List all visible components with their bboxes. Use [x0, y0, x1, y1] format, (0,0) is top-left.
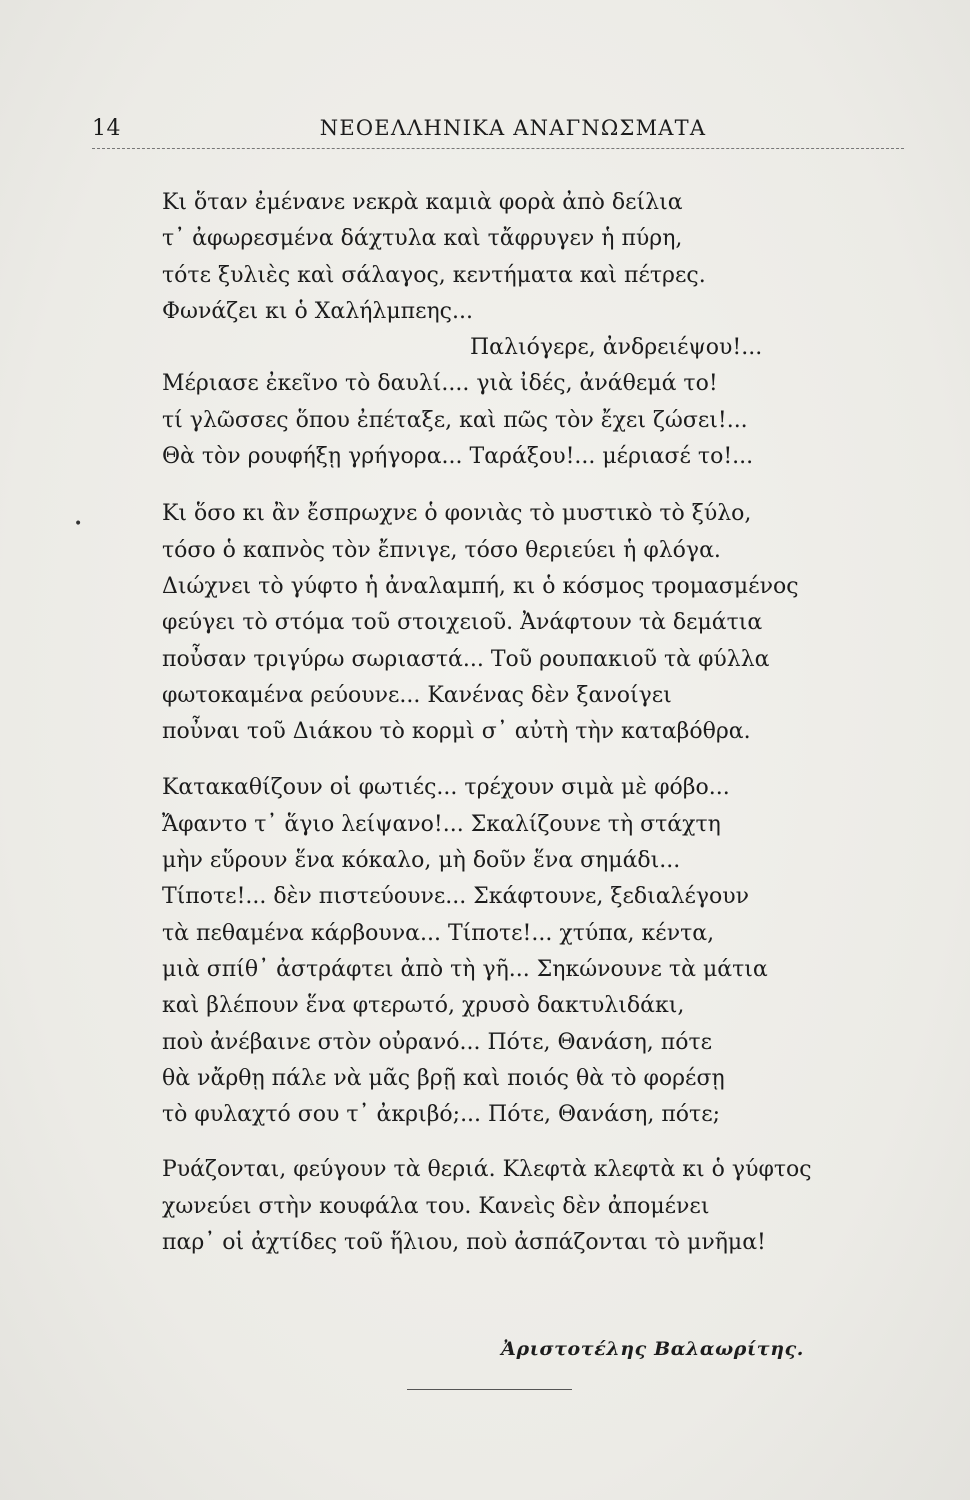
poem-body — [162, 185, 882, 1261]
author-signature: Ἀριστοτέλης Βαλαωρίτης. — [501, 1338, 804, 1360]
poem-line: Διώχνει τὸ γύφτο ἡ ἀναλαμπή, κι ὁ κόσμος τρομασμένος — [162, 573, 799, 599]
poem-line: Κι ὅταν ἐμένανε νεκρὰ καμιὰ φορὰ ἀπὸ δείλια — [162, 190, 683, 215]
poem-line: Κι ὅσο κι ἂν ἔσπρωχνε ὁ φονιὰς τὸ μυστικὸ τὸ ξύλο, — [162, 501, 752, 527]
poem-line: ποὖναι τοῦ Διάκου τὸ κορμὶ σ᾽ αὐτὴ τὴν καταβόθρα. — [162, 719, 751, 745]
poem-line: φεύγει τὸ στόμα τοῦ στοιχειοῦ. Ἀνάφτουν τὰ δεμάτια — [162, 610, 763, 636]
end-divider — [407, 1389, 572, 1390]
poem-line: Ρυάζονται, φεύγουν τὰ θεριά. Κλεφτὰ κλεφτὰ κι ὁ γύφτος — [162, 1157, 812, 1183]
poem-line-indented: Παλιόγερε, ἀνδρειέψου!... — [470, 335, 763, 361]
poem-line: θὰ νἄρθῃ πάλε νὰ μᾶς βρῇ καὶ ποιός θὰ τὸ φορέσῃ — [162, 1065, 725, 1091]
stanza-1 — [162, 185, 882, 475]
poem-line: Κατακαθίζουν οἱ φωτιές... τρέχουν σιμὰ μὲ φόβο... — [162, 775, 730, 801]
running-title: ΝΕΟΕΛΛΗΝΙΚΑ ΑΝΑΓΝΩΣΜΑΤΑ — [319, 116, 707, 140]
poem-line: τότε ξυλιὲς καὶ σάλαγος, κεντήματα καὶ πέτρες. — [162, 262, 706, 288]
stanza-4 — [162, 1152, 882, 1261]
poem-line: καὶ βλέπουν ἕνα φτερωτό, χρυσὸ δακτυλιδάκι, — [162, 993, 685, 1019]
poem-line: Μέριασε ἐκεῖνο τὸ δαυλί.... γιὰ ἰδές, ἀνάθεμά το! — [162, 371, 718, 397]
poem-line: Τίποτε!... δὲν πιστεύουνε... Σκάφτουνε, ξεδιαλέγουν — [162, 884, 750, 910]
stanza-3 — [162, 770, 882, 1133]
poem-line: τὰ πεθαμένα κάρβουνα... Τίποτε!... χτύπα, κέντα, — [162, 920, 715, 946]
margin-dot: • — [74, 516, 83, 532]
poem-line: τί γλῶσσες ὅπου ἐπέταξε, καὶ πῶς τὸν ἔχει ζώσει!... — [162, 407, 748, 433]
stanza-2 — [162, 496, 882, 750]
poem-line: μιὰ σπίθ᾽ ἀστράφτει ἀπὸ τὴ γῆ... Σηκώνουνε τὰ μάτια — [162, 956, 768, 982]
poem-line: τὸ φυλαχτό σου τ᾽ ἀκριβό;... Πότε, Θανάση, πότε; — [162, 1102, 721, 1128]
poem-line: χωνεύει στὴν κουφάλα του. Κανεὶς δὲν ἀπομένει — [162, 1193, 710, 1219]
page-number: 14 — [92, 116, 121, 141]
poem-line: Φωνάζει κι ὁ Χαλήλμπεης... — [162, 298, 473, 324]
poem-line: παρ᾽ οἱ ἀχτίδες τοῦ ἥλιου, ποὺ ἀσπάζονται τὸ μνῆμα! — [162, 1230, 766, 1256]
poem-line: φωτοκαμένα ρεύουνε... Κανένας δὲν ξανοίγει — [162, 682, 672, 708]
poem-line: Θὰ τὸν ρουφήξῃ γρήγορα... Ταράξου!... μέριασέ το!... — [162, 444, 754, 470]
poem-line: τόσο ὁ καπνὸς τὸν ἔπνιγε, τόσο θεριεύει ἡ φλόγα. — [162, 537, 721, 563]
poem-line: μὴν εὕρουν ἕνα κόκαλο, μὴ δοῦν ἕνα σημάδι... — [162, 848, 681, 874]
poem-line: Ἄφαντο τ᾽ ἅγιο λείψανο!... Σκαλίζουνε τὴ στάχτη — [162, 811, 721, 837]
header-divider — [92, 148, 904, 149]
poem-line: ποὺ ἀνέβαινε στὸν οὐρανό... Πότε, Θανάση, πότε — [162, 1029, 713, 1055]
poem-line: ποὖσαν τριγύρω σωριαστά... Τοῦ ρουπακιοῦ τὰ φύλλα — [162, 646, 770, 672]
page-header — [92, 112, 904, 148]
poem-line: τ᾽ ἀφωρεσμένα δάχτυλα καὶ τἄφρυγεν ἡ πύρη, — [162, 226, 683, 252]
